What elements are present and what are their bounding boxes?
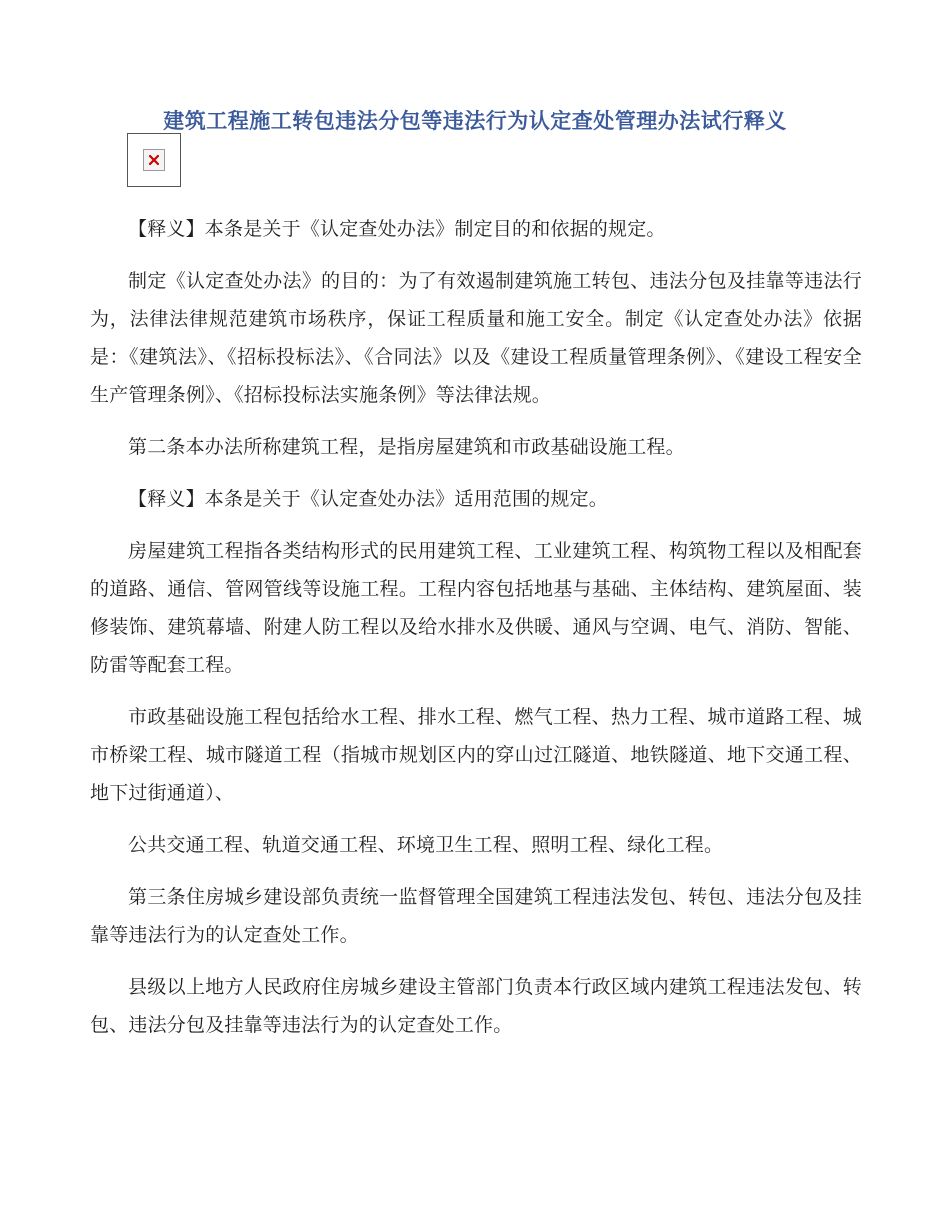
paragraph-purpose-and-basis: 制定《认定查处办法》的目的：为了有效遏制建筑施工转包、违法分包及挂靠等违法行为，法律法律规范建筑市场秩序，保证工程质量和施工安全。制定《认定查处办法》依据是：《建筑法》、《招标投标法》、《合同法》以及《建设工程质量管理条例》、《建设工程安全生产管理条例》、《招标投标法实施条例》等法律法规。 — [90, 270, 862, 406]
paragraph-article-3: 第三条住房城乡建设部负责统一监督管理全国建筑工程违法发包、转包、违法分包及挂靠等违法行为的认定查处工作。 — [90, 886, 862, 946]
paragraph-public-transport: 公共交通工程、轨道交通工程、环境卫生工程、照明工程、绿化工程。 — [128, 834, 724, 856]
broken-image-icon — [143, 149, 165, 171]
paragraph-local-authority: 县级以上地方人民政府住房城乡建设主管部门负责本行政区域内建筑工程违法发包、转包、违法分包及挂靠等违法行为的认定查处工作。 — [90, 976, 862, 1036]
paragraph-municipal-infrastructure: 市政基础设施工程包括给水工程、排水工程、燃气工程、热力工程、城市道路工程、城市桥梁工程、城市隧道工程（指城市规划区内的穿山过江隧道、地铁隧道、地下交通工程、地下过街通道）、 — [90, 706, 862, 804]
red-x-icon — [148, 154, 160, 166]
paragraph-interpretation-scope: 【释义】本条是关于《认定查处办法》适用范围的规定。 — [128, 488, 609, 510]
paragraph-interpretation-purpose: 【释义】本条是关于《认定查处办法》制定目的和依据的规定。 — [128, 218, 666, 240]
document-body — [90, 210, 862, 1058]
paragraph-housing-construction: 房屋建筑工程指各类结构形式的民用建筑工程、工业建筑工程、构筑物工程以及相配套的道路、通信、管网管线等设施工程。工程内容包括地基与基础、主体结构、建筑屋面、装修装饰、建筑幕墙、附建人防工程以及给水排水及供暖、通风与空调、电气、消防、智能、防雷等配套工程。 — [90, 540, 862, 676]
broken-image-placeholder — [127, 133, 181, 187]
document-title: 建筑工程施工转包违法分包等违法行为认定查处管理办法试行释义 — [163, 108, 787, 133]
paragraph-article-2: 第二条本办法所称建筑工程，是指房屋建筑和市政基础设施工程。 — [128, 436, 685, 458]
